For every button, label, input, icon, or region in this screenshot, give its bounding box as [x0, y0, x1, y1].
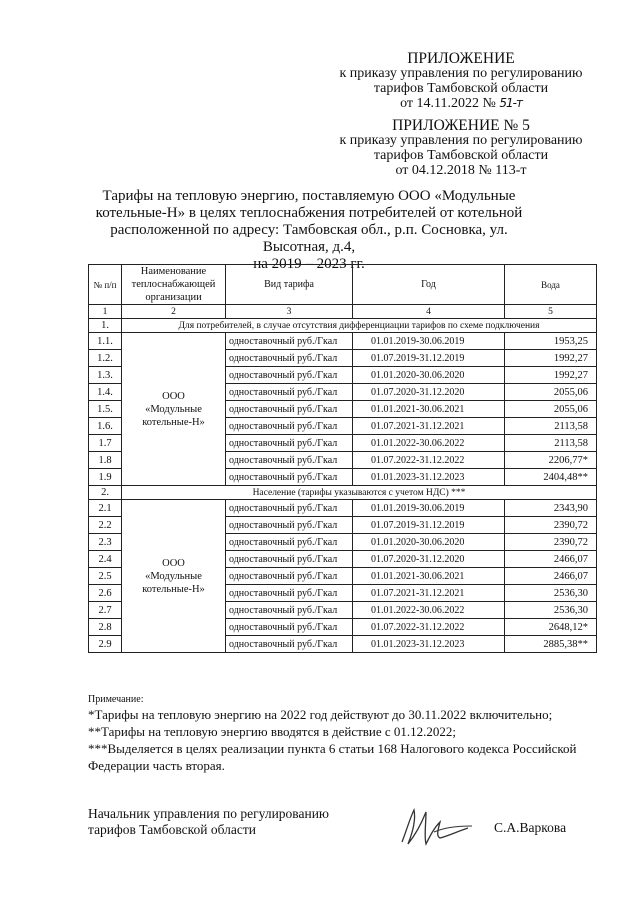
organization-cell — [122, 500, 226, 653]
tariff-type: одноставочный руб./Гкал — [226, 435, 353, 452]
row-number: 1.6. — [89, 418, 122, 435]
tariff-value: 1953,25 — [505, 333, 597, 350]
row-number: 2.8 — [89, 619, 122, 636]
section-row — [89, 486, 597, 500]
table-row — [89, 333, 597, 350]
tariff-value: 2466,07 — [505, 568, 597, 585]
tariff-type: одноставочный руб./Гкал — [226, 602, 353, 619]
period: 01.07.2019-31.12.2019 — [353, 517, 505, 534]
tariff-value: 2536,30 — [505, 602, 597, 619]
row-number: 2.2 — [89, 517, 122, 534]
tariff-type: одноставочный руб./Гкал — [226, 500, 353, 517]
position-line: тарифов Тамбовской области — [88, 822, 256, 837]
period: 01.07.2020-31.12.2020 — [353, 551, 505, 568]
tariff-type: одноставочный руб./Гкал — [226, 568, 353, 585]
row-number: 2.9 — [89, 636, 122, 653]
appendix-line: к приказу управления по регулированию — [339, 66, 583, 81]
header-org: Наименование теплоснабжающей организации — [122, 265, 226, 305]
tariff-value: 2885,38** — [505, 636, 597, 653]
period: 01.01.2020-30.06.2020 — [353, 534, 505, 551]
period: 01.07.2021-31.12.2021 — [353, 585, 505, 602]
row-number: 1.3. — [89, 367, 122, 384]
appendix-date-text: от 14.11.2022 № — [400, 96, 496, 111]
title-line: на 2019 – 2023 гг. — [253, 256, 365, 272]
period: 01.01.2023-31.12.2023 — [353, 636, 505, 653]
header-no: № п/п — [89, 265, 122, 305]
notes — [88, 694, 608, 774]
row-number: 1.5. — [89, 401, 122, 418]
period: 01.01.2022-30.06.2022 — [353, 602, 505, 619]
tariff-value: 2390,72 — [505, 534, 597, 551]
title-line: расположенной по адресу: Тамбовская обл., р.п. Сосновка, ул. Высотная, д.4, — [110, 222, 508, 255]
document-title — [88, 188, 530, 273]
tariff-value: 2536,30 — [505, 585, 597, 602]
col-number: 2 — [122, 305, 226, 319]
appendix-5-line: тарифов Тамбовской области — [373, 148, 549, 163]
header-vid: Вид тарифа — [226, 265, 353, 305]
tariff-type: одноставочный руб./Гкал — [226, 367, 353, 384]
row-number: 1.9 — [89, 469, 122, 486]
section-label: Население (тарифы указываются с учетом НДС) *** — [122, 486, 597, 500]
appendix-line: тарифов Тамбовской области — [373, 81, 549, 96]
col-number: 5 — [505, 305, 597, 319]
appendix-date — [330, 96, 592, 111]
tariff-value: 2113,58 — [505, 435, 597, 452]
note-1: *Тарифы на тепловую энергию на 2022 год действуют до 30.11.2022 включительно; — [88, 707, 553, 722]
period: 01.07.2022-31.12.2022 — [353, 619, 505, 636]
tariff-table — [88, 264, 597, 653]
note-2: **Тарифы на тепловую энергию вводятся в действие с 01.12.2022; — [88, 724, 457, 739]
section-label: Для потребителей, в случае отсутствия дифференциации тарифов по схеме подключения — [122, 319, 597, 333]
row-number: 2.5 — [89, 568, 122, 585]
row-number: 1.2. — [89, 350, 122, 367]
row-number: 2.1 — [89, 500, 122, 517]
period: 01.01.2023-31.12.2023 — [353, 469, 505, 486]
organization-name-line: ООО — [162, 390, 185, 402]
row-number: 1.7 — [89, 435, 122, 452]
tariff-value: 1992,27 — [505, 350, 597, 367]
period: 01.01.2021-30.06.2021 — [353, 401, 505, 418]
organization-name-line: котельные-Н» — [142, 583, 205, 595]
tariff-value: 2390,72 — [505, 517, 597, 534]
handwritten-number: 51-т — [499, 96, 522, 110]
period: 01.07.2022-31.12.2022 — [353, 452, 505, 469]
tariff-type: одноставочный руб./Гкал — [226, 350, 353, 367]
row-number: 2.4 — [89, 551, 122, 568]
tariff-value: 2055,06 — [505, 401, 597, 418]
tariff-value: 2055,06 — [505, 384, 597, 401]
row-number: 1.1. — [89, 333, 122, 350]
signatory-name: С.А.Варкова — [494, 820, 567, 835]
tariff-value: 2343,90 — [505, 500, 597, 517]
table-header-row — [89, 265, 597, 305]
tariff-value: 2404,48** — [505, 469, 597, 486]
tariff-value: 2648,12* — [505, 619, 597, 636]
tariff-type: одноставочный руб./Гкал — [226, 452, 353, 469]
handwritten-signature — [396, 804, 478, 850]
period: 01.01.2020-30.06.2020 — [353, 367, 505, 384]
tariff-type: одноставочный руб./Гкал — [226, 534, 353, 551]
organization-name-line: ООО — [162, 557, 185, 569]
tariff-type: одноставочный руб./Гкал — [226, 619, 353, 636]
title-line: Тарифы на тепловую энергию, поставляемую ООО «Модульные — [102, 188, 516, 204]
row-number: 2.7 — [89, 602, 122, 619]
column-numbers-row — [89, 305, 597, 319]
section-row — [89, 319, 597, 333]
tariff-type: одноставочный руб./Гкал — [226, 401, 353, 418]
period: 01.07.2021-31.12.2021 — [353, 418, 505, 435]
title-line: котельные-Н» в целях теплоснабжения потребителей от котельной — [95, 205, 523, 221]
tariff-type: одноставочный руб./Гкал — [226, 384, 353, 401]
organization-name-line: «Модульные — [145, 403, 202, 415]
appendix-5-line: к приказу управления по регулированию — [339, 133, 583, 148]
header-voda: Вода — [505, 265, 597, 305]
organization-name-line: котельные-Н» — [142, 416, 205, 428]
organization-cell — [122, 333, 226, 486]
period: 01.07.2019-31.12.2019 — [353, 350, 505, 367]
tariff-type: одноставочный руб./Гкал — [226, 636, 353, 653]
tariff-type: одноставочный руб./Гкал — [226, 585, 353, 602]
table-row — [89, 500, 597, 517]
appendix-header — [330, 51, 592, 111]
row-number: 2.3 — [89, 534, 122, 551]
notes-label: Примечание: — [88, 694, 144, 705]
tariff-value: 2113,58 — [505, 418, 597, 435]
period: 01.01.2019-30.06.2019 — [353, 500, 505, 517]
appendix-title: ПРИЛОЖЕНИЕ — [407, 50, 515, 67]
tariff-value: 2466,07 — [505, 551, 597, 568]
period: 01.01.2022-30.06.2022 — [353, 435, 505, 452]
period: 01.07.2020-31.12.2020 — [353, 384, 505, 401]
period: 01.01.2019-30.06.2019 — [353, 333, 505, 350]
appendix-5-header — [330, 118, 592, 178]
col-number: 3 — [226, 305, 353, 319]
tariff-value: 1992,27 — [505, 367, 597, 384]
row-number: 2.6 — [89, 585, 122, 602]
tariff-type: одноставочный руб./Гкал — [226, 333, 353, 350]
position-line: Начальник управления по регулированию — [88, 806, 330, 821]
header-god: Год — [353, 265, 505, 305]
appendix-5-title: ПРИЛОЖЕНИЕ № 5 — [392, 117, 530, 134]
appendix-5-date: от 04.12.2018 № 113-т — [395, 163, 527, 178]
signatory-position — [88, 806, 329, 838]
section-number: 2. — [89, 486, 122, 500]
organization-name-line: «Модульные — [145, 570, 202, 582]
tariff-type: одноставочный руб./Гкал — [226, 551, 353, 568]
col-number: 4 — [353, 305, 505, 319]
row-number: 1.4. — [89, 384, 122, 401]
section-number: 1. — [89, 319, 122, 333]
col-number: 1 — [89, 305, 122, 319]
tariff-type: одноставочный руб./Гкал — [226, 469, 353, 486]
note-3: ***Выделяется в целях реализации пункта 6 статьи 168 Налогового кодекса Российской Федерации часть вторая. — [88, 741, 577, 773]
tariff-type: одноставочный руб./Гкал — [226, 517, 353, 534]
row-number: 1.8 — [89, 452, 122, 469]
tariff-value: 2206,77* — [505, 452, 597, 469]
tariff-type: одноставочный руб./Гкал — [226, 418, 353, 435]
period: 01.01.2021-30.06.2021 — [353, 568, 505, 585]
